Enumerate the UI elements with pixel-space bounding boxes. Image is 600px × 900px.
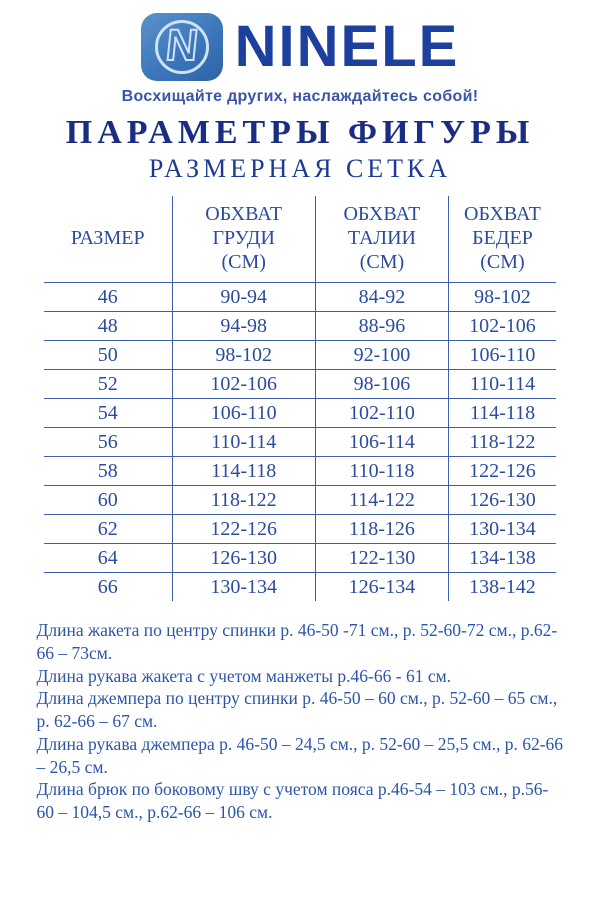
size-table-cell: 114-118 xyxy=(448,399,556,428)
size-table-cell: 126-130 xyxy=(448,486,556,515)
size-table-cell: 110-114 xyxy=(172,428,315,457)
measurement-note: Длина брюк по боковому шву с учетом пояса р.46-54 – 103 см., р.56-60 – 104,5 см., р.62-66 – 106 см. xyxy=(36,779,549,822)
size-table-cell: 98-102 xyxy=(172,341,315,370)
size-table-cell: 130-134 xyxy=(172,573,315,602)
size-table-cell: 90-94 xyxy=(172,283,315,312)
size-table xyxy=(44,196,556,601)
brand-logo xyxy=(0,0,600,82)
size-table-cell: 48 xyxy=(44,312,172,341)
measurement-note: Длина рукава жакета с учетом манжеты р.46-66 - 61 см. xyxy=(36,665,452,686)
size-table-header xyxy=(44,196,556,283)
brand-logo-icon xyxy=(141,13,223,81)
measurement-note: Длина рукава джемпера р. 46-50 – 24,5 см., р. 52-60 – 25,5 см., р. 62-66 – 26,5 см. xyxy=(36,733,564,777)
size-table-cell: 118-122 xyxy=(172,486,315,515)
size-table-cell: 98-102 xyxy=(448,283,556,312)
size-table-row xyxy=(44,370,556,399)
size-table-column-header: РАЗМЕР xyxy=(44,196,172,283)
size-table-cell: 102-110 xyxy=(315,399,448,428)
logo-letter-n: N xyxy=(163,21,201,70)
size-table-row xyxy=(44,283,556,312)
size-table-cell: 106-110 xyxy=(448,341,556,370)
measurement-note: Длина джемпера по центру спинки р. 46-50 – 60 см., р. 52-60 – 65 см., р. 62-66 – 67 см. xyxy=(36,688,558,731)
size-table-cell: 62 xyxy=(44,515,172,544)
size-table-cell: 110-114 xyxy=(448,370,556,399)
size-table-cell: 64 xyxy=(44,544,172,573)
size-table-cell: 58 xyxy=(44,457,172,486)
size-table-column-header: ОБХВАТ ТАЛИИ (СМ) xyxy=(315,196,448,283)
size-table-cell: 118-122 xyxy=(448,428,556,457)
size-table-row xyxy=(44,544,556,573)
size-table-cell: 122-126 xyxy=(172,515,315,544)
size-table-row xyxy=(44,312,556,341)
size-table-cell: 126-134 xyxy=(315,573,448,602)
size-table-header-row xyxy=(44,196,556,283)
size-table-cell: 110-118 xyxy=(315,457,448,486)
size-table-cell: 122-126 xyxy=(448,457,556,486)
page-title: ПАРАМЕТРЫ ФИГУРЫ xyxy=(65,114,535,151)
size-table-body xyxy=(44,283,556,602)
size-table-cell: 106-114 xyxy=(315,428,448,457)
page-subtitle: РАЗМЕРНАЯ СЕТКА xyxy=(148,154,452,183)
size-table-cell: 54 xyxy=(44,399,172,428)
size-table-cell: 106-110 xyxy=(172,399,315,428)
size-table-row xyxy=(44,428,556,457)
brand-name: NINELE xyxy=(234,14,460,79)
size-table-row xyxy=(44,573,556,602)
size-table-cell: 122-130 xyxy=(315,544,448,573)
size-table-cell: 66 xyxy=(97,575,118,598)
size-table-cell: 138-142 xyxy=(448,573,556,602)
size-table-cell: 130-134 xyxy=(448,515,556,544)
size-table-cell: 46 xyxy=(44,283,172,312)
size-table-cell: 94-98 xyxy=(172,312,315,341)
size-table-column-header: ОБХВАТ БЕДЕР (СМ) xyxy=(448,196,556,283)
size-table-cell: 126-130 xyxy=(172,544,315,573)
size-table-cell: 98-106 xyxy=(315,370,448,399)
size-table-cell: 56 xyxy=(44,428,172,457)
measurement-notes xyxy=(37,619,564,824)
size-table-column-header: ОБХВАТ ГРУДИ (СМ) xyxy=(172,196,315,283)
size-table-row xyxy=(44,457,556,486)
logo-circle xyxy=(155,20,209,74)
size-table-row xyxy=(44,486,556,515)
size-table-cell: 84-92 xyxy=(315,283,448,312)
size-table-cell: 60 xyxy=(44,486,172,515)
size-table-cell: 134-138 xyxy=(448,544,556,573)
size-table-cell: 52 xyxy=(44,370,172,399)
size-table-cell: 92-100 xyxy=(315,341,448,370)
size-table-cell: 114-118 xyxy=(172,457,315,486)
size-table-cell: 50 xyxy=(44,341,172,370)
measurement-note: Длина жакета по центру спинки р. 46-50 -71 см., р. 52-60-72 см., р.62-66 – 73см. xyxy=(36,620,558,663)
size-table-cell: 102-106 xyxy=(448,312,556,341)
size-table-cell: 114-122 xyxy=(315,486,448,515)
size-table-row xyxy=(44,515,556,544)
size-table-cell: 88-96 xyxy=(315,312,448,341)
size-table-cell: 118-126 xyxy=(315,515,448,544)
size-table-row xyxy=(44,399,556,428)
size-table-cell: 102-106 xyxy=(172,370,315,399)
brand-tagline: Восхищайте других, наслаждайтесь собой! xyxy=(121,88,479,105)
size-table-row xyxy=(44,341,556,370)
